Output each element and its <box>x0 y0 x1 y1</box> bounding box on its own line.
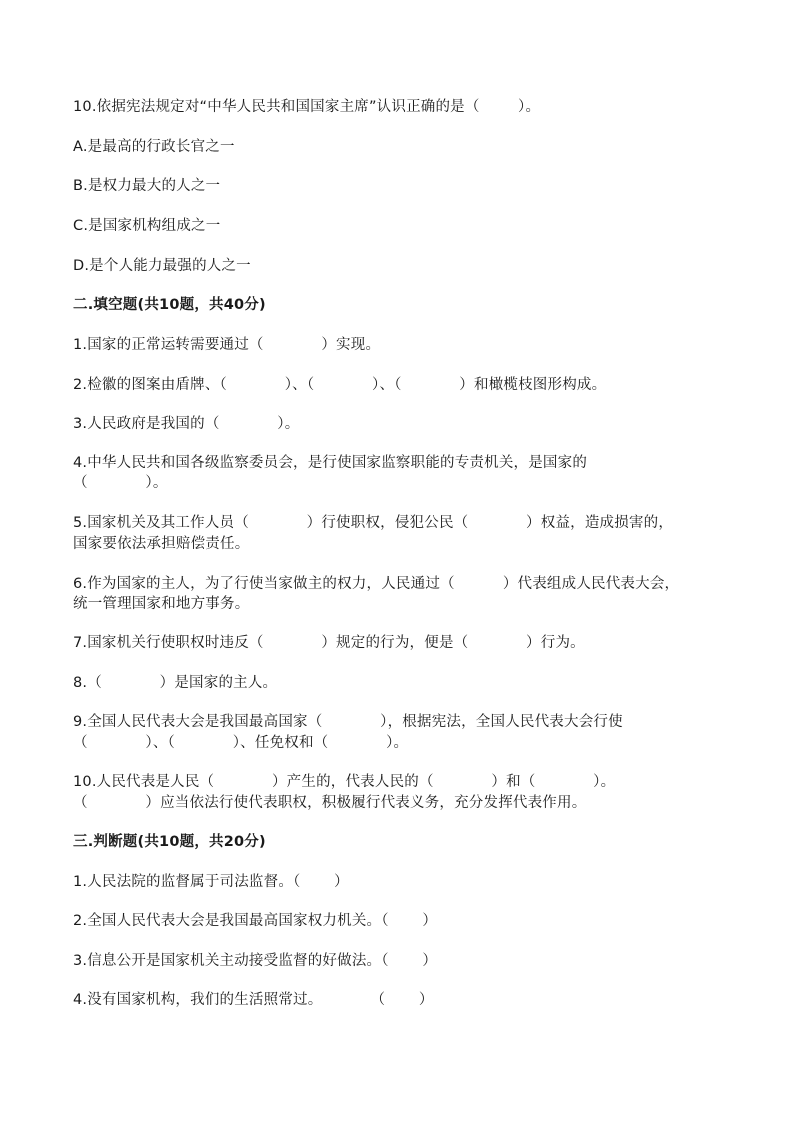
section-judgement-heading: 三.判断题(共10题，共20分) <box>73 834 266 850</box>
section-fill-blank-heading: 二.填空题(共10题，共40分) <box>73 297 266 313</box>
fill-blank-q1: 1.国家的正常运转需要通过（ ）实现。 <box>73 337 381 353</box>
judgement-q1: 1.人民法院的监督属于司法监督。（ ） <box>73 874 349 890</box>
question-10-stem: 10.依据宪法规定对“中华人民共和国国家主席”认识正确的是（ ）。 <box>73 99 541 115</box>
fill-blank-q4-line2: （ ）。 <box>73 475 168 491</box>
judgement-q4: 4.没有国家机构，我们的生活照常过。 （ ） <box>73 992 434 1008</box>
fill-blank-q4-line1: 4.中华人民共和国各级监察委员会，是行使国家监察职能的专责机关，是国家的 <box>73 455 588 471</box>
fill-blank-q5-line1: 5.国家机关及其工作人员（ ）行使职权，侵犯公民（ ）权益，造成损害的， <box>73 515 674 531</box>
fill-blank-q10-line2: （ ）应当依法行使代表职权，积极履行代表义务，充分发挥代表作用。 <box>73 795 587 811</box>
question-10-option-c: C.是国家机构组成之一 <box>73 218 221 234</box>
question-10-option-a: A.是最高的行政长官之一 <box>73 139 235 155</box>
question-10-option-b: B.是权力最大的人之一 <box>73 178 221 194</box>
fill-blank-q9-line2: （ ）、（ ）、任免权和（ ）。 <box>73 735 409 751</box>
fill-blank-q6-line2: 统一管理国家和地方事务。 <box>73 596 250 612</box>
judgement-q3: 3.信息公开是国家机关主动接受监督的好做法。（ ） <box>73 953 438 969</box>
fill-blank-q2: 2.检徽的图案由盾牌、（ ）、（ ）、（ ）和橄榄枝图形构成。 <box>73 377 607 393</box>
fill-blank-q10-line1: 10.人民代表是人民（ ）产生的，代表人民的（ ）和（ ）。 <box>73 774 616 790</box>
question-10-option-d: D.是个人能力最强的人之一 <box>73 258 251 274</box>
fill-blank-q6-line1: 6.作为国家的主人，为了行使当家做主的权力，人民通过（ ）代表组成人民代表大会， <box>73 576 680 592</box>
fill-blank-q3: 3.人民政府是我国的（ ）。 <box>73 416 300 432</box>
fill-blank-q9-line1: 9.全国人民代表大会是我国最高国家（ ），根据宪法，全国人民代表大会行使 <box>73 714 623 730</box>
fill-blank-q5-line2: 国家要依法承担赔偿责任。 <box>73 536 250 552</box>
judgement-q2: 2.全国人民代表大会是我国最高国家权力机关。（ ） <box>73 913 438 929</box>
fill-blank-q7: 7.国家机关行使职权时违反（ ）规定的行为，便是（ ）行为。 <box>73 635 585 651</box>
fill-blank-q8: 8.（ ）是国家的主人。 <box>73 675 278 691</box>
